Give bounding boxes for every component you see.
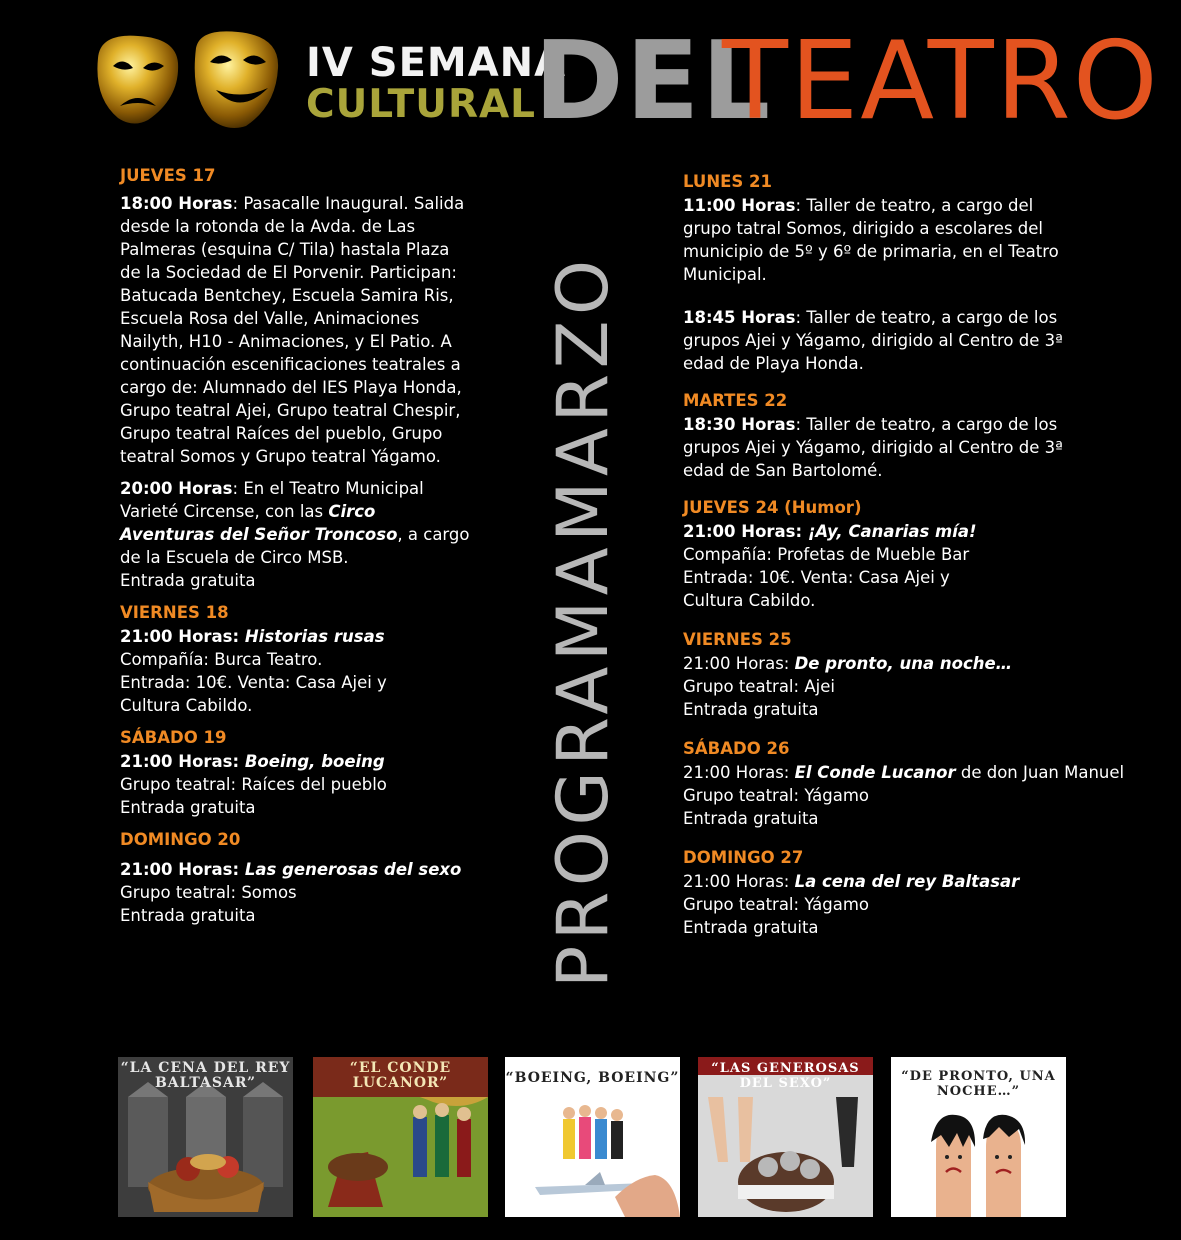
- event-viernes-25: [683, 628, 1153, 721]
- event-detail: [120, 192, 470, 468]
- poster-title: “DE PRONTO, UNA NOCHE…”: [901, 1069, 1056, 1099]
- event-company: Compañía: Profetas de Mueble Bar: [683, 545, 970, 564]
- event-time: 21:00 Horas:: [120, 860, 245, 879]
- poster-title: “LAS GENEROSAS DEL SEXO”: [711, 1061, 860, 1091]
- poster-el-conde-lucanor: [313, 1057, 488, 1217]
- event-time: 21:00 Horas:: [120, 627, 245, 646]
- schedule-left-column: [120, 164, 470, 936]
- event-time: 11:00 Horas: [683, 196, 796, 215]
- event-time: 18:00 Horas: [120, 194, 233, 213]
- event-time: 21:00 Horas:: [683, 654, 795, 673]
- event-price-cont: Cultura Cabildo.: [120, 696, 253, 715]
- event-sabado-26: [683, 737, 1153, 830]
- event-viernes-18: [120, 601, 470, 717]
- event-text: , a cargo de la Escuela de Circo MSB.: [120, 525, 470, 567]
- schedule-right-column: [683, 170, 1153, 948]
- event-time: 20:00 Horas: [120, 479, 233, 498]
- event-title: De pronto, una noche…: [794, 654, 1013, 673]
- poster-boeing-boeing: [505, 1057, 680, 1217]
- event-title: El Conde Lucanor: [794, 763, 956, 782]
- poster-title: “LA CENA DEL REY BALTASAR”: [120, 1060, 291, 1091]
- poster-la-cena-del-rey-baltasar: [118, 1057, 293, 1217]
- event-day: DOMINGO 20: [120, 830, 241, 849]
- event-jueves-24: [683, 496, 1153, 612]
- event-title: ¡Ay, Canarias mía!: [807, 522, 977, 541]
- event-domingo-27: [683, 846, 1153, 939]
- event-time: 21:00 Horas:: [683, 763, 795, 782]
- event-day: VIERNES 18: [120, 603, 229, 622]
- header-del: DEL: [534, 19, 773, 144]
- event-entry: Entrada gratuita: [120, 798, 256, 817]
- event-text: : Taller de teatro, a cargo del grupo tatral Somos, dirigido a escolares del municipio de 5º y 6º de primaria, en el Teatro Municipal.: [683, 196, 1059, 284]
- event-text: : Pasacalle Inaugural. Salida desde la rotonda de la Avda. de Las Palmeras (esquina C/ Tila) hastala Plaza de la Sociedad de El Porvenir. Participan: Batucada Bentchey, Escuela Samira Ris, Escuela Rosa del Valle, Animaciones Nailyth, H10 - Animaciones, y El Patio. A continuación escenificaciones teatrales a cargo de: Alumnado del IES Playa Honda, Grupo teatral Ajei, Grupo teatral Chespir, Grupo teatral Raíces del pueblo, Grupo teatral Somos y Grupo teatral Yágamo.: [120, 194, 465, 466]
- event-company: Grupo teatral: Raíces del pueblo: [120, 775, 387, 794]
- event-day: SÁBADO 26: [683, 739, 790, 758]
- event-day: DOMINGO 27: [683, 848, 804, 867]
- poster-title: “EL CONDE LUCANOR”: [349, 1060, 452, 1091]
- event-price-cont: Cultura Cabildo.: [683, 591, 816, 610]
- event-text: : Taller de teatro, a cargo de los grupos Ajei y Yágamo, dirigido al Centro de 3ª edad de San Bartolomé.: [683, 415, 1063, 480]
- event-entry: Entrada gratuita: [683, 809, 819, 828]
- poster-title: “BOEING, BOEING”: [505, 1070, 680, 1086]
- event-day: MARTES 22: [683, 391, 788, 410]
- event-day: LUNES 21: [683, 172, 772, 191]
- header-line-2: CULTURAL: [306, 82, 537, 127]
- event-text: de don Juan Manuel: [955, 763, 1125, 782]
- event-title: Boeing, boeing: [244, 752, 385, 771]
- event-entry: Entrada gratuita: [683, 700, 819, 719]
- event-entry: Entrada gratuita: [120, 906, 256, 925]
- event-entry: Entrada gratuita: [683, 918, 819, 937]
- event-lunes-21: [683, 170, 1153, 375]
- event-jueves-17: [120, 164, 470, 592]
- event-company: Grupo teatral: Yágamo: [683, 895, 869, 914]
- poster-las-generosas-del-sexo: [698, 1057, 873, 1217]
- event-day: JUEVES 17: [120, 166, 216, 185]
- event-entry: Entrada gratuita: [120, 571, 256, 590]
- event-text: : Taller de teatro, a cargo de los grupos Ajei y Yágamo, dirigido al Centro de 3ª edad de Playa Honda.: [683, 308, 1063, 373]
- event-company: Grupo teatral: Yágamo: [683, 786, 869, 805]
- event-title: Las generosas del sexo: [244, 860, 462, 879]
- event-time: 18:45 Horas: [683, 308, 796, 327]
- event-time: 21:00 Horas:: [683, 522, 808, 541]
- poster-de-pronto-una-noche: [891, 1057, 1066, 1217]
- event-time: 21:00 Horas:: [683, 872, 795, 891]
- event-detail: [120, 477, 470, 569]
- theatre-masks-logo: [88, 28, 288, 132]
- event-price: Entrada: 10€. Venta: Casa Ajei y: [120, 673, 387, 692]
- event-title: Circo Aventuras del Señor Troncoso: [120, 502, 398, 544]
- event-time: 21:00 Horas:: [120, 752, 245, 771]
- event-martes-22: [683, 389, 1153, 482]
- header-line-1: IV SEMANA: [306, 40, 567, 86]
- header-teatro: TEATRO: [722, 19, 1160, 144]
- programa-marzo-vertical: PROGRAMAMARZO: [542, 254, 624, 988]
- event-company: Compañía: Burca Teatro.: [120, 650, 323, 669]
- event-title: Historias rusas: [244, 627, 385, 646]
- event-day: SÁBADO 19: [120, 728, 227, 747]
- event-title: La cena del rey Baltasar: [794, 872, 1020, 891]
- event-company: Grupo teatral: Somos: [120, 883, 297, 902]
- event-price: Entrada: 10€. Venta: Casa Ajei y: [683, 568, 950, 587]
- event-domingo-20: [120, 828, 470, 927]
- event-day: JUEVES 24 (Humor): [683, 498, 862, 517]
- event-time: 18:30 Horas: [683, 415, 796, 434]
- event-company: Grupo teatral: Ajei: [683, 677, 835, 696]
- event-day: VIERNES 25: [683, 630, 792, 649]
- event-sabado-19: [120, 726, 470, 819]
- event-text: : En el Teatro Municipal Varieté Circense, con las: [120, 479, 424, 521]
